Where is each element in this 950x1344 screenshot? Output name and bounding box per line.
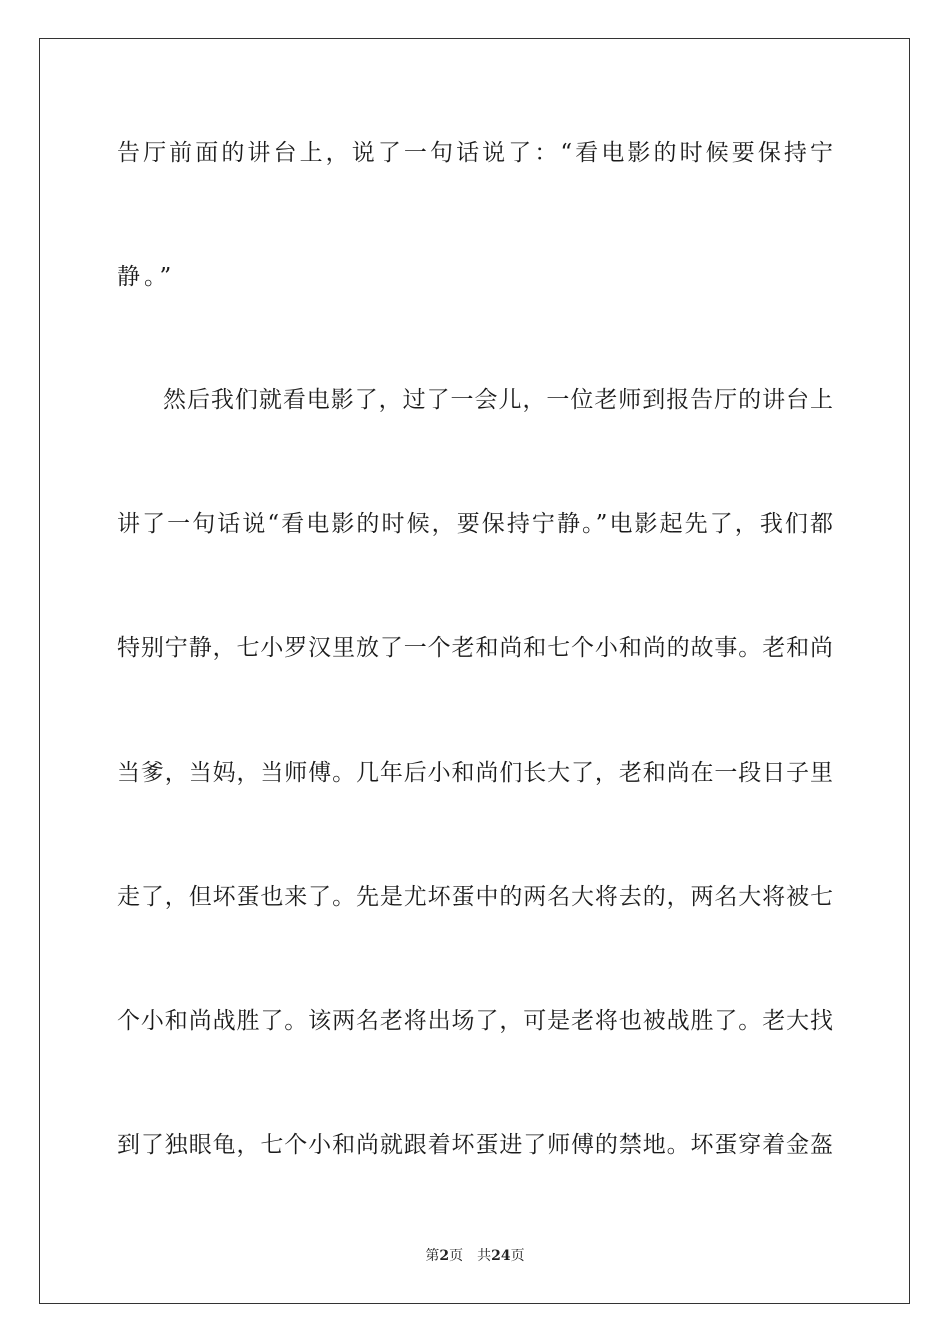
paragraph-first-line: 然后我们就看电影了，过了一会儿，一位老师到报告厅的讲台上 bbox=[163, 387, 833, 413]
body-text-line: 讲了一句话说“看电影的时候，要保持宁静。”电影起先了，我们都 bbox=[117, 511, 833, 537]
body-text-line: 走了，但坏蛋也来了。先是尤坏蛋中的两名大将去的，两名大将被七 bbox=[117, 884, 833, 910]
page-border bbox=[39, 38, 910, 1304]
body-text-line: 当爹，当妈，当师傅。几年后小和尚们长大了，老和尚在一段日子里 bbox=[117, 760, 833, 786]
page-suffix: 页 bbox=[449, 1248, 464, 1264]
body-text-line: 到了独眼龟，七个小和尚就跟着坏蛋进了师傅的禁地。坏蛋穿着金盔 bbox=[117, 1132, 833, 1158]
body-text-line: 告厅前面的讲台上，说了一句话说了：“看电影的时候要保持宁 bbox=[117, 140, 833, 166]
total-page-count: 24 bbox=[491, 1248, 511, 1264]
page-prefix: 第 bbox=[425, 1248, 440, 1264]
page-number-footer bbox=[0, 1246, 950, 1266]
body-text-line: 特别宁静，七小罗汉里放了一个老和尚和七个小和尚的故事。老和尚 bbox=[117, 635, 833, 661]
body-text-line: 个小和尚战胜了。该两名老将出场了，可是老将也被战胜了。老大找 bbox=[117, 1008, 833, 1034]
total-suffix: 页 bbox=[510, 1248, 525, 1264]
current-page-number: 2 bbox=[439, 1248, 450, 1264]
total-prefix: 共 bbox=[477, 1248, 492, 1264]
body-text-line: 静。” bbox=[117, 264, 176, 290]
